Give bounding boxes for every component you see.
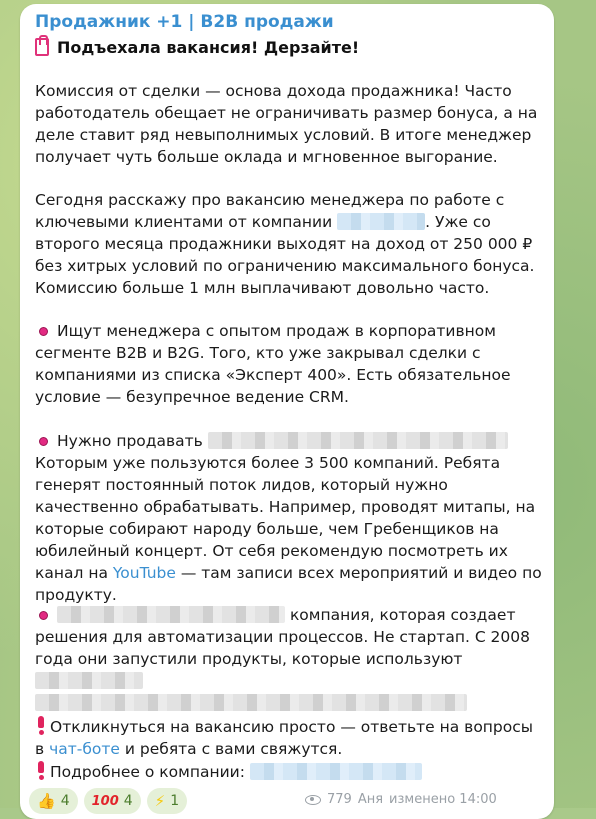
- redacted-client-list-continued: [35, 694, 467, 711]
- bullet-company: [35, 604, 545, 714]
- post-headline-text: Подъехала вакансия! Дерзайте!: [57, 37, 360, 57]
- reaction-thumbs-up[interactable]: [29, 788, 78, 814]
- pink-bullet-icon: [39, 327, 48, 336]
- cta-company-label: Подробнее о компании:: [50, 763, 245, 781]
- redacted-company-name: [337, 213, 425, 230]
- views-count: 779: [327, 792, 352, 807]
- redacted-client-list: [35, 672, 143, 689]
- clipboard-icon: [35, 38, 49, 56]
- edited-time: изменено 14:00: [389, 792, 497, 807]
- exclamation-icon: [37, 716, 45, 735]
- thumbs-up-icon: 👍: [37, 791, 56, 810]
- pink-bullet-icon: [39, 611, 48, 620]
- chat-bot-link[interactable]: чат-боте: [49, 740, 120, 758]
- redacted-product-name: [208, 432, 508, 449]
- redacted-company-intro: [57, 606, 285, 623]
- post-author: Аня: [357, 792, 384, 807]
- youtube-link[interactable]: YouTube: [112, 564, 176, 582]
- views-eye-icon: [305, 795, 321, 805]
- hundred-points-icon: 100: [91, 793, 119, 809]
- bullet-company-text: компания, которая создает решения для автоматизации процессов. Не стартап. С 2008 года они запустили продукты, которые используют: [35, 606, 531, 668]
- reaction-count: 4: [60, 793, 70, 809]
- paragraph-intro: Комиссия от сделки — основа дохода продажника! Часто работодатель обещает не ограничивать размер бонуса, а на деле ставит ряд невыполнимых условий. В итоге менеджер получает чуть больше оклада и мгновенное выгорание.: [35, 82, 538, 166]
- cta-apply-end: и ребята с вами свяжутся.: [119, 740, 343, 758]
- lightning-icon: ⚡: [154, 791, 166, 810]
- channel-title[interactable]: Продажник +1 | B2B продажи: [35, 12, 334, 32]
- reaction-count: 4: [123, 793, 133, 809]
- cta-apply: [35, 716, 545, 760]
- exclamation-icon: [37, 761, 45, 780]
- paragraph-vacancy: [35, 189, 545, 299]
- bullet-product-start: Нужно продавать: [57, 432, 203, 450]
- reaction-lightning[interactable]: [147, 788, 187, 814]
- cta-company-info: [35, 761, 545, 783]
- paragraph-vacancy-end: . Уже со второго месяца продажники выходят на доход от 250 000 ₽ без хитрых условий по ограничению максимального бонуса. Комиссию больше 1 млн выплачивают довольно часто.: [35, 213, 535, 297]
- bullet-requirements: [35, 320, 545, 408]
- paragraph-vacancy-start: Сегодня расскажу про вакансию менеджера по работе с ключевыми клиентами от компании: [35, 191, 505, 231]
- redacted-company-link[interactable]: [250, 763, 422, 780]
- bullet-product: [35, 430, 545, 606]
- message-meta: [305, 792, 497, 807]
- bullet-product-end: — там записи всех мероприятий и видео по продукту.: [35, 564, 542, 604]
- cta-apply-start: Откликнуться на вакансию просто — ответьте на вопросы в: [35, 718, 534, 758]
- bullet-requirements-text: Ищут менеджера с опытом продаж в корпоративном сегменте B2B и B2G. Того, кто уже закрывал сделки с компаниями из списка «Эксперт 400». Есть обязательное условие — безупречное ведение CRM.: [35, 322, 511, 406]
- reaction-count: 1: [170, 793, 180, 809]
- post-headline: [35, 35, 359, 59]
- bullet-product-text: Которым уже пользуются более 3 500 компаний. Ребята генерят постоянный поток лидов, который нужно качественно обрабатывать. Например, проводят митапы, на которые собирают народу больше, чем Гребенщиков на юбилейный концерт. От себя рекомендую посмотреть их канал на: [35, 454, 536, 582]
- pink-bullet-icon: [39, 437, 48, 446]
- reactions-bar: [29, 788, 187, 814]
- reaction-hundred[interactable]: [84, 788, 141, 814]
